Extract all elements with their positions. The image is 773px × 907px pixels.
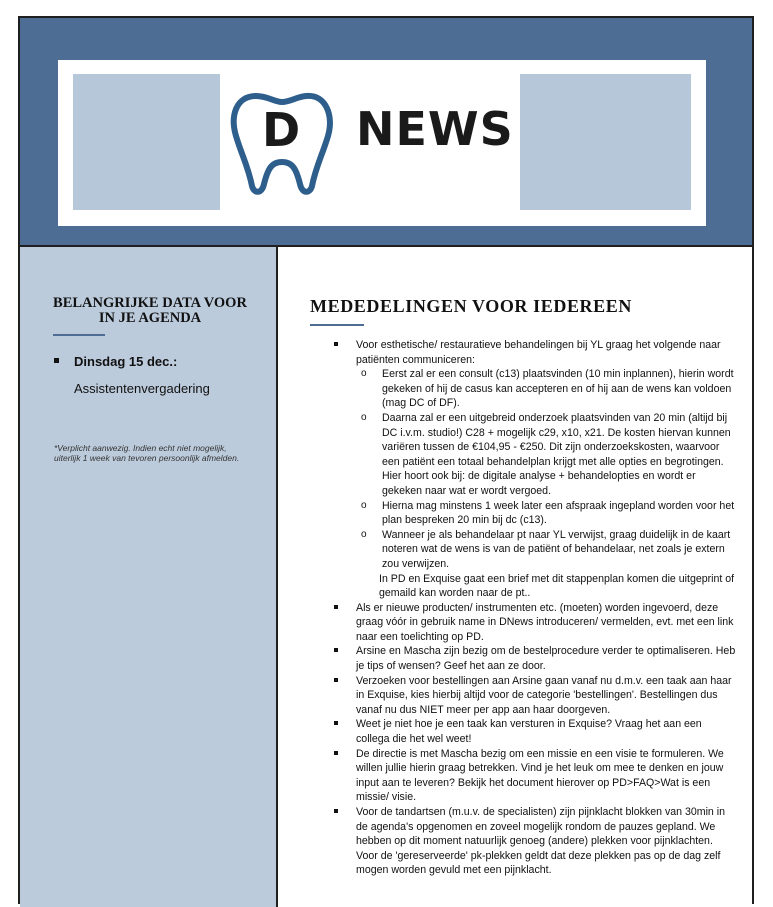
list-item-text: Verzoeken voor bestellingen aan Arsine gaan vanaf nu d.m.v. een taak aan haar in Exquise, kies hierbij altijd voor de categorie 'bestellingen'. Bestellingen dus vanaf nu dus NIET meer per app aan haar doorgeven. [356,674,732,716]
circle-bullet-icon: o [361,411,367,423]
list-item [334,717,736,746]
logo-letter: D [262,103,301,157]
section-divider [310,324,364,326]
bullet-icon [54,358,59,363]
sub-item [334,528,736,572]
list-item [334,338,736,367]
list-item-text: Voor de tandartsen (m.u.v. de specialisten) zijn pijnklacht blokken van 30min in de agenda's opgenomen en zoveel mogelijk rondom de pauzes gepland. We hebben op dit moment natuurlijk genoeg (andere) plekken voor pijnklachten. Voor de 'gereserveerde' pk-plekken geldt dat deze plekken pas op de dag zelf mogen worden gevuld met een pijnklacht. [356,806,726,877]
tooth-logo-icon [226,86,356,198]
sub-item [334,411,736,499]
list-item [334,674,736,718]
sidebar-title: BELANGRIJKE DATA VOOR IN JE AGENDA [53,295,247,326]
list-item [334,747,736,805]
agenda-note: *Verplicht aanwezig. Indien echt niet mogelijk, uiterlijk 1 week van tevoren persoonlijk afmelden. [54,443,240,463]
section-title: MEDEDELINGEN VOOR IEDEREEN [310,296,632,316]
main-column [278,247,752,907]
list-item-text: Voor esthetische/ restauratieve behandelingen bij YL graag het volgende naar patiënten communiceren: [356,339,721,366]
bullet-icon [334,721,338,725]
circle-bullet-icon: o [361,368,367,380]
bullet-icon [334,751,338,755]
list-item-text: Arsine en Mascha zijn bezig om de bestelprocedure verder te optimaliseren. Heb je tips of wensen? Geef het aan ze door. [356,645,736,673]
steps-note: In PD en Exquise gaat een brief met dit stappenplan komen die uitgeprint of gemaild kan worden naar de pt.. [379,572,735,600]
circle-bullet-icon: o [361,528,367,540]
bullet-icon [334,605,338,609]
bullet-icon [334,648,338,652]
sub-item-text: Wanneer je als behandelaar pt naar YL verwijst, graag duidelijk in de kaart noteren wat de wens is van de patiënt of behandelaar, net zoals je extern zou verwijzen. [382,528,731,570]
sub-item-text: Hierna mag minstens 1 week later een afspraak ingepland worden voor het plan bespreken 20 min bij dc (c13). [382,499,735,527]
brand-title: NEWS [356,102,514,156]
agenda-item [54,353,210,397]
logo [220,74,520,210]
list-item-text: Weet je niet hoe je een taak kan versturen in Exquise? Vraag het aan een collega die het wel weet! [356,718,702,746]
circle-bullet-icon: o [361,499,367,511]
banner-right-panel [520,74,691,210]
bullet-icon [334,809,338,813]
logo-banner [58,60,706,226]
list-item-text: Als er nieuwe producten/ instrumenten etc. (moeten) worden ingevoerd, deze graag vóór in gebruik name in DNews introduceren/ vermelden, evt. met een link naar een toelichting op PD. [356,601,734,643]
sub-item-text: Eerst zal er een consult (c13) plaatsvinden (10 min inplannen), hierin wordt gekeken of hij de casus kan accepteren en of hij aan de wens kan voldoen (mag DC of DF). [382,368,734,410]
list-item-text: De directie is met Mascha bezig om een missie en een visie te formuleren. We willen jullie hierin graag betrekken. Vind je het leuk om mee te denken en jouw input aan te leveren? Bekijk het document hierover op PD>FAQ>Wat is een missie/ visie. [356,747,724,804]
sub-item-text: Daarna zal er een uitgebreid onderzoek plaatsvinden van 20 min (altijd bij DC i.v.m. studio!) C28 + mogelijk c29, x10, x21. De kosten hiervan kunnen variëren tussen de €104,95 - €250. Dit zijn onderzoekskosten, waarvoor een patiënt een totaal behandelplan krijgt met alle opties en begrotingen. Hier hoort ook bij: de digitale analyse + behandelopties en wordt er gekeken naar wat er wordt vergoed. [382,411,731,497]
banner-left-panel [73,74,220,210]
agenda-list [54,353,210,397]
announcements [334,338,736,878]
list-item [334,601,736,645]
newsletter-page [18,16,754,904]
agenda-event: Assistentenvergadering [74,381,210,396]
sidebar-divider [53,334,105,336]
list-item [334,644,736,673]
sub-item [334,367,736,411]
bullet-icon [334,678,338,682]
agenda-date: Dinsdag 15 dec.: [74,354,178,369]
sidebar [20,247,278,907]
bullet-icon [334,342,338,346]
sub-item [334,499,736,528]
list-item [334,805,736,878]
header-band [20,18,752,247]
